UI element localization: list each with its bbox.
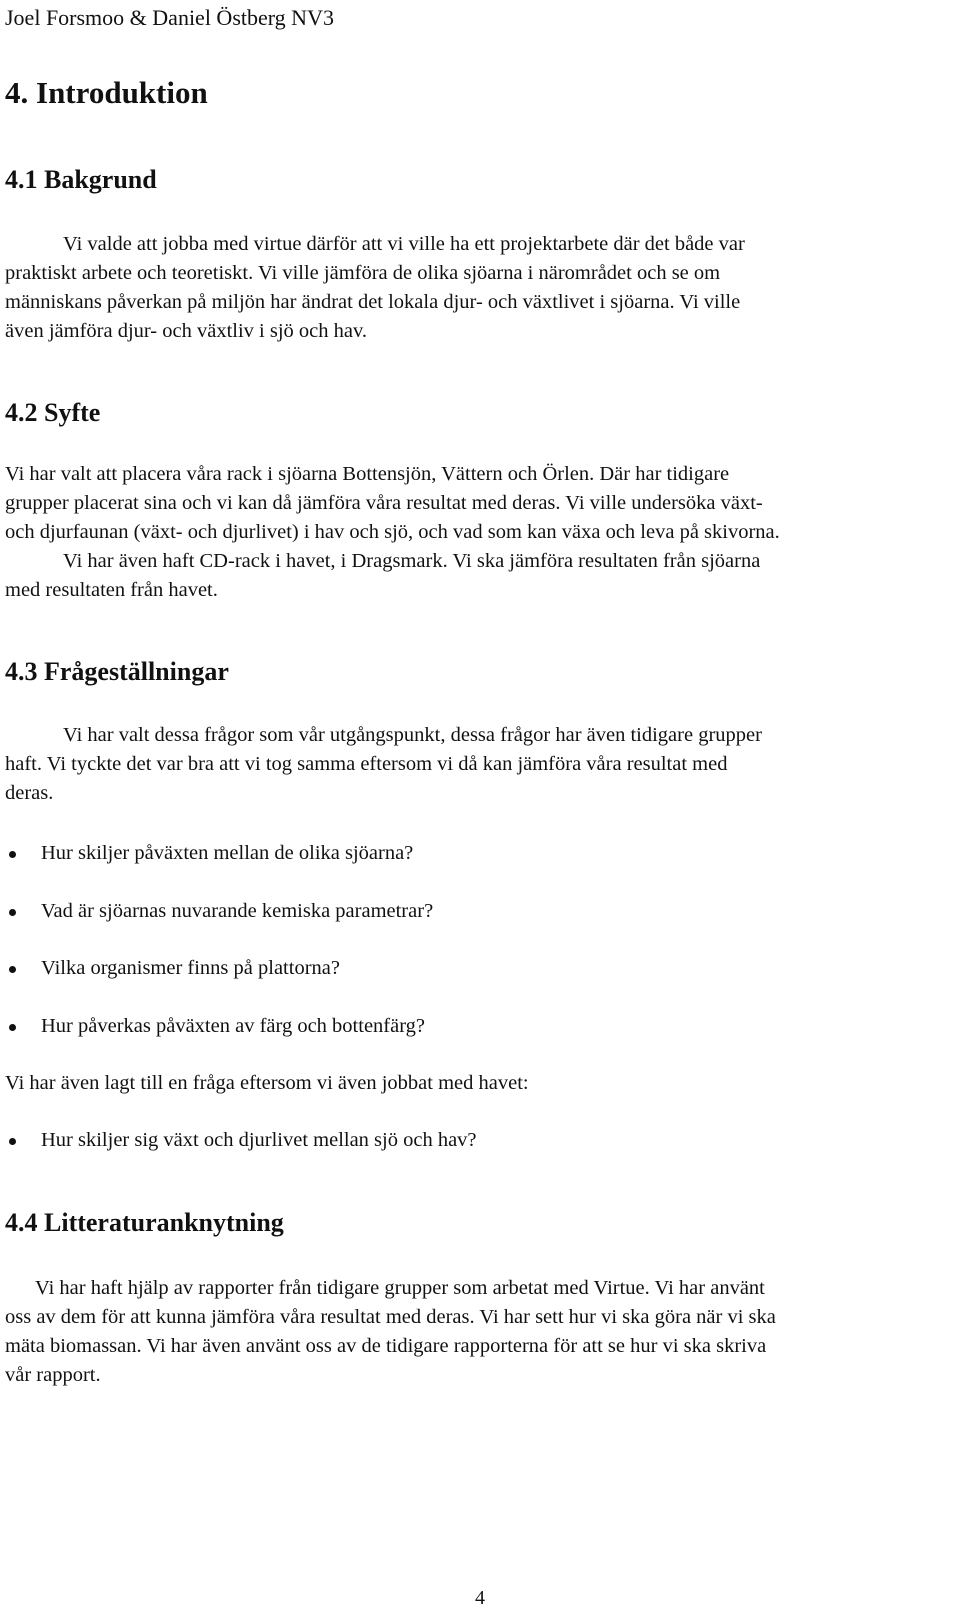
paragraph-fragestallningar <box>5 721 945 808</box>
extra-question-intro: Vi har även lagt till en fråga eftersom vi även jobbat med havet: <box>5 1072 529 1094</box>
text-line: Vi har även haft CD-rack i havet, i Dragsmark. Vi ska jämföra resultaten från sjöarna <box>63 550 761 572</box>
text-line: även jämföra djur- och växtliv i sjö och hav. <box>5 320 368 342</box>
list-item-text: Vilka organismer finns på plattorna? <box>41 957 340 979</box>
list-item-text: Hur skiljer påväxten mellan de olika sjöarna? <box>41 842 414 864</box>
bullet-icon <box>9 966 16 973</box>
text-line: deras. <box>5 782 54 804</box>
chapter-title: 4. Introduktion <box>5 75 208 110</box>
section-title-syfte: 4.2 Syfte <box>5 398 101 427</box>
text-line: Vi har haft hjälp av rapporter från tidigare grupper som arbetat med Virtue. Vi har använt <box>35 1277 765 1299</box>
text-line: praktiskt arbete och teoretiskt. Vi ville jämföra de olika sjöarna i närområdet och se om <box>5 262 721 284</box>
text-line: Vi har valt dessa frågor som vår utgångspunkt, dessa frågor har även tidigare grupper <box>63 724 762 746</box>
list-item-text: Hur skiljer sig växt och djurlivet mellan sjö och hav? <box>41 1129 477 1151</box>
text-line: Vi har valt att placera våra rack i sjöarna Bottensjön, Vättern och Örlen. Där har tidigare <box>5 463 730 485</box>
bullet-icon <box>9 1024 16 1031</box>
page-number: 4 <box>475 1587 485 1609</box>
section-title-bakgrund: 4.1 Bakgrund <box>5 165 157 194</box>
list-item-text: Vad är sjöarnas nuvarande kemiska parametrar? <box>41 900 434 922</box>
paragraph-bakgrund <box>5 230 945 346</box>
text-line: grupper placerat sina och vi kan då jämföra våra resultat med deras. Vi ville undersöka växt- <box>5 492 763 514</box>
text-line: oss av dem för att kunna jämföra våra resultat med deras. Vi har sett hur vi ska göra när vi ska <box>5 1306 776 1328</box>
text-line: med resultaten från havet. <box>5 579 218 601</box>
text-line: och djurfaunan (växt- och djurlivet) i hav och sjö, och vad som kan växa och leva på skivorna. <box>5 521 780 543</box>
bullet-icon <box>9 1138 16 1145</box>
bullet-icon <box>9 851 16 858</box>
text-line: vår rapport. <box>5 1364 101 1386</box>
list-item-text: Hur påverkas påväxten av färg och bottenfärg? <box>41 1015 426 1037</box>
bullet-icon <box>9 909 16 916</box>
paragraph-syfte <box>5 460 945 605</box>
section-title-litteraturanknytning: 4.4 Litteraturanknytning <box>5 1208 284 1237</box>
text-line: Vi valde att jobba med virtue därför att vi ville ha ett projektarbete där det både var <box>63 233 745 255</box>
page-header: Joel Forsmoo & Daniel Östberg NV3 <box>5 5 334 30</box>
paragraph-litteraturanknytning <box>5 1274 945 1390</box>
text-line: mäta biomassan. Vi har även använt oss av de tidigare rapporterna för att se hur vi ska skriva <box>5 1335 767 1357</box>
text-line: människans påverkan på miljön har ändrat det lokala djur- och växtlivet i sjöarna. Vi ville <box>5 291 741 313</box>
text-line: haft. Vi tyckte det var bra att vi tog samma eftersom vi då kan jämföra våra resultat med <box>5 753 728 775</box>
section-title-fragestallningar: 4.3 Frågeställningar <box>5 657 229 686</box>
